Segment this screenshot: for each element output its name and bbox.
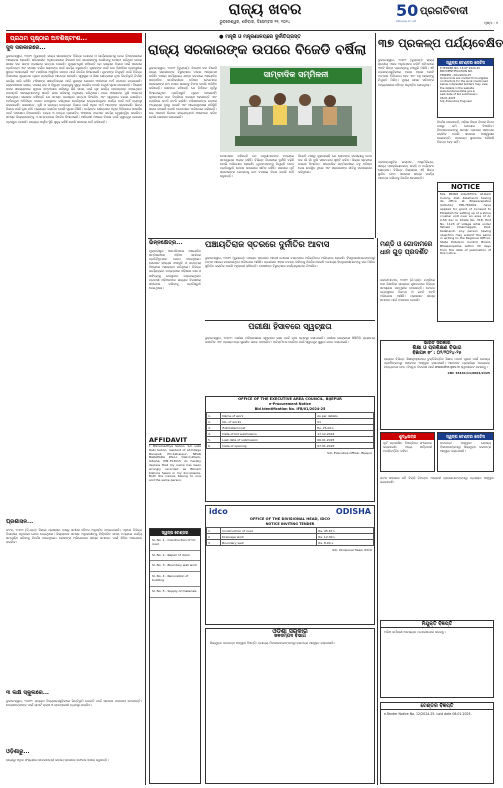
bl-ad-row-cell: 17.12.2024 xyxy=(316,431,374,437)
bl-ad-line1: Bid Identification No. IFB/01/2024-25 xyxy=(254,407,326,411)
mid-hrule xyxy=(148,238,374,239)
paper-name: ପ୍ରଗତିବାଦୀ xyxy=(420,6,469,17)
story2-body: କଟକ, ୨୦ା୧୨ (ନି.ପ୍ର): ଜିଲ୍ଲା ପ୍ରଶାସନ ପକ୍ଷରୁ ସମୀକ୍ଷା ବୈଠକ ଅନୁଷ୍ଠିତ ହୋଇଯାଇଛି। ଏଥିରେ ବିଭିନ୍ନ ବିଭାଗୀୟ ଅଧିକାରୀ ଯୋଗ ଦେଇଥିଲେ। ଜିଲ୍ଲାପାଳ ସମସ୍ତ ଅଧିକାରୀଙ୍କୁ ନିର୍ଦ୍ଧାରିତ ସମୟ ମଧ୍ୟରେ କାର୍ଯ୍ୟ ସମ୍ପୂର୍ଣ୍ଣ କରିବାକୁ ନିର୍ଦ୍ଦେଶ ଦେଇଥିଲେ। ଲୋକଙ୍କ ଅଭିଯୋଗର ଶୀଘ୍ର ସମାଧାନ ପାଇଁ ଶିବିର ଆୟୋଜନ କରାଯିବ। xyxy=(6,528,144,545)
right-small2-title: ଶୁଦ୍ଧିପତ୍ର xyxy=(381,433,434,440)
bl-ad-row xyxy=(207,443,374,449)
right-col2-body: ନିର୍ଦ୍ଦେଶ ଦେଇଛନ୍ତି, ଓଡ଼ିଶା ଶିଳ୍ପ ବିକାଶ ନିଗମ ପକ୍ଷରୁ ଜମି ଯୋଗାଇ ଦିଆଯିବ। ନିବେଶକମାନଙ୍କୁ ସମସ୍ତ ପ୍ରକାର ସହଯୋଗ କରାଯିବ ବୋଲି ସରକାର ଆଶ୍ୱାସନା ଦେଇଛନ୍ତି। ପ୍ରକଳ୍ପ ସ୍ଥାପନରେ କୌଣସି ବିଳମ୍ବ ହେବ ନାହିଁ। xyxy=(437,120,496,145)
idco-table xyxy=(206,527,374,546)
idco-row-cell: Rs. 8.90 L xyxy=(317,540,374,546)
mid-tender-item: Sl. No. 5 - Supply of materials xyxy=(150,587,200,598)
bl-ad-row-cell: Name of work xyxy=(221,413,316,419)
bottom-right-box1 xyxy=(380,620,494,698)
story1-title: ସୁଦ ସରକାରରେ... xyxy=(6,45,46,51)
idco-logo: idco xyxy=(209,507,228,516)
odisha-ad-sub: ଜଳସମ୍ପଦ ବିଭାଗ xyxy=(274,634,306,639)
edu-ad-title1: ଭାରତ ସରକାର xyxy=(423,341,451,346)
masthead-rule xyxy=(6,30,494,31)
tender-box-body: E-TENDER NO. 18 OF 2024-25 BID IDENTIFICATION NO. TENDER - 001/2024-25 Online bids are invited from eligible contractors for the work mentioned below. Interested bidders may view the details in the website www.tendersodisha.gov.in Last date of bid submission: 06.01.2025 Sd/- Executive Engineer xyxy=(440,66,489,103)
tender-box-title: ସ୍ୱଳ୍ପ ଟେଣ୍ଡର ନୋଟିସ xyxy=(438,59,493,66)
bottom-right-body: କଟକ ସହରରେ ଜମି ବିକ୍ରି ନିମନ୍ତେ ଆଗ୍ରହୀ କ୍ରେତାମାନଙ୍କଠାରୁ ପ୍ରସ୍ତାବ ଆହ୍ୱାନ କରାଯାଉଛି। xyxy=(380,476,496,485)
edu-ad-title3: ବିଜ୍ଞାପନ ନଂ : ୦୨/୨୦୨୪-୨୫ xyxy=(412,351,462,356)
bl-ad-row-cell: Date of opening xyxy=(221,443,316,449)
col1-divider xyxy=(145,33,146,785)
br-box1-title: ନିଯୁକ୍ତି ବିଜ୍ଞପ୍ତି xyxy=(381,621,493,628)
bl-ad-row-cell: As per details xyxy=(316,413,374,419)
edu-ad xyxy=(380,340,494,430)
br-box1-body: ଅଭିଜ୍ଞ କର୍ମଚାରୀ ଆବଶ୍ୟକ। ଯୋଗାଯୋଗ କରନ୍ତୁ। xyxy=(384,630,446,634)
affidavit-title: AFFIDAVIT xyxy=(149,436,201,445)
idco-sub: NOTICE INVITING TENDER xyxy=(265,522,315,526)
logo-tag: ଗୌରବମୟ ୫୦ ବର୍ଷ xyxy=(396,20,416,23)
story3-title: ୩ ଲକ୍ଷ ସ୍କୁଲରେ... xyxy=(6,690,50,696)
idco-ad xyxy=(205,505,375,625)
right-news-headline: ମଣ୍ଡି ଓ ଗୋଦାମରେ ଧାନ ଗୁଡ଼ ପ୍ରଦର୍ଶିତ xyxy=(380,240,433,256)
lead-body-right: ବିଜେଡି ପକ୍ଷରୁ କୁହାଯାଇଛି ଯେ ଲୋକଙ୍କ ସମସ୍ୟାକୁ ନେଇ ଦଳ ଗାଁ ଗାଁ ବୁଲି ସଚେତନତା ସୃଷ୍ଟି କରିବ। ଜିଲ୍ଲା ସ୍ତରରେ ଧାରଣା ଦିଆଯିବ। ସାମ୍ବାଦିକ ସମ୍ମିଳନୀରେ ବହୁ ବରିଷ୍ଠ ନେତା ଉପସ୍ଥିତ ଥିଲେ ଏବଂ ସରକାରଙ୍କ ନୀତିକୁ ସମାଲୋଚନା କରିଥିଲେ। xyxy=(298,154,374,175)
bl-ad-row-cell: 06.01.2025 xyxy=(316,437,374,443)
mid-tender-item: Sl. No. 1 - Construction of CC road xyxy=(150,536,200,551)
story4-title: ଓଡ଼ିଶାରୁ... xyxy=(6,749,30,755)
mid-tender-item: Sl. No. 4 - Renovation of building xyxy=(150,572,200,587)
right-divider xyxy=(377,238,378,785)
br-box2-body: e-Tender Notice No. 12/2024-25. Last date 06.01.2025. xyxy=(384,712,472,716)
dharana-body: ଭୁବନେଶ୍ୱର, ୨୦ା୧୨ (ବ୍ୟୁରୋ): ପଞ୍ଚାୟତ ସ୍ତରରେ ଆବାସ ଯୋଜନା ବଣ୍ଟନରେ ଅନିୟମିତତା ଅଭିଯୋଗ ହୋଇଛି। ହିତାଧିକାରୀମାନଙ୍କଠାରୁ ଟଙ୍କା ଆଦାୟ କରାଯାଉଥିବା ଅଭିଯୋଗ ଆସିଛି। ପ୍ରଶାସନ ଏହାର ତଦନ୍ତ କରିବାକୁ ନିର୍ଦ୍ଦେଶ ଦେଇଛି। ଯୋଗ୍ୟ ହିତାଧିକାରୀମାନଙ୍କୁ ଘର ମିଳିବା ସୁନିଶ୍ଚିତ କରାଯିବ ବୋଲି ଅଧିକାରୀ କହିଛନ୍ତି। ଦୋଷୀଙ୍କ ବିରୁଦ୍ଧରେ କାର୍ଯ୍ୟାନୁଷ୍ଠାନ ନିଆଯିବ। xyxy=(205,256,377,269)
mid1-body: ଯୁକ୍ତରାଷ୍ଟ୍ର ଆମେରିକାରେ ଆୟୋଜିତ ସମ୍ମିଳନୀରେ ଓଡ଼ିଆ ସମାଜର ପ୍ରତିନିଧିମାନେ ଯୋଗ ଦେଇଥିଲେ। ସେମାନେ ରାଜ୍ୟର ସଂସ୍କୃତି ଓ ପରମ୍ପରା ବିଷୟରେ ଆଲୋଚନା କରିଥିଲେ। ବିଭିନ୍ନ କାର୍ଯ୍ୟକ୍ରମ ମାଧ୍ୟମରେ ଓଡ଼ିଶାର କଳା ଓ ସାହିତ୍ୟକୁ ଉପସ୍ଥାପନ କରାଯାଇଥିଲା। ପ୍ରବାସୀ ଓଡ଼ିଆମାନେ ରାଜ୍ୟର ବିକାଶରେ ସହଯୋଗ କରିବାକୁ ପ୍ରତିଶ୍ରୁତି ଦେଇଥିଲେ। xyxy=(149,249,203,290)
lead-photo xyxy=(220,66,372,152)
bl-ad-row-cell: No. of works xyxy=(221,419,316,425)
col1-header xyxy=(6,33,142,43)
dateline: ଭୁବନେଶ୍ୱର, ଶନିବାର, ଡିସେମ୍ବର ୨୧, ୨୦୨୪ xyxy=(219,19,291,24)
edu-ad-body: ରାଜ୍ୟର ବିଭିନ୍ନ ଶିକ୍ଷାନୁଷ୍ଠାନରେ ଚୁକ୍ତିଭିତ୍ତିକ ଶିକ୍ଷକ ପଦବୀ ପୂରଣ ପାଇଁ ଯୋଗ୍ୟ ପ୍ରାର୍ଥୀଙ୍କଠାରୁ ଆବେଦନ ଆହ୍ୱାନ କରାଯାଉଛି। ଆବେଦନ ପ୍ରକ୍ରିୟା ଅନଲାଇନ ମାଧ୍ୟମରେ ହେବ। ବିସ୍ତୃତ ବିବରଣୀ ପାଇଁ www.dhe.gov.in ୱେବସାଇଟ ଦେଖନ୍ତୁ। xyxy=(384,357,492,370)
bl-ad-header: OFFICE OF THE EXECUTIVE AREA COUNCIL, BIJEPUR xyxy=(238,397,342,401)
mid-tender-item: Sl. No. 2 - Repair of drain xyxy=(150,551,200,562)
notice-ad xyxy=(437,182,494,322)
idco-row-cell: 3 xyxy=(207,540,221,546)
photo-banner-text: ସାମ୍ବାଦିକ ସମ୍ମିଳନୀ xyxy=(263,70,329,79)
br-box2-title: ଟେଣ୍ଡର ବିଜ୍ଞପ୍ତି xyxy=(381,703,493,710)
odisha-ad-body: ସିଲ୍‌ଯୁକ୍ତ ଦରପତ୍ର ଆହ୍ୱାନ ବିଜ୍ଞପ୍ତି। ଯୋଗ୍ୟ ଠିକାଦାରମାନଙ୍କଠାରୁ ଦରପତ୍ର ଆହ୍ୱାନ କରାଯାଉଛି। xyxy=(210,641,335,645)
story4-body: ରାଜ୍ୟରୁ ଅଧିକ ସଂଖ୍ୟାରେ ଛାତ୍ରଛାତ୍ରୀ ଜାତୀୟ ସ୍ତରରେ ସଫଳତା ହାସଲ କରୁଛନ୍ତି। xyxy=(6,758,109,762)
bl-ad-table xyxy=(206,412,374,449)
lead-headline: ରାଜ୍ୟ ସରକାରଙ୍କ ଉପରେ ବିଜେଡି ବର୍ଷିଲା xyxy=(148,42,367,58)
right-small2-body: ପୂର୍ବ ପ୍ରକାଶିତ ବିଜ୍ଞପ୍ତିରେ ସଂଶୋଧନ କରାଯାଇଛି। ଅନ୍ୟ ସର୍ତ୍ତାବଳୀ ଅପରିବର୍ତ୍ତିତ ରହିବ। xyxy=(383,441,434,454)
page-label: ପୃଷ୍ଠା : ୭ xyxy=(484,21,498,25)
bl-ad-row-cell: 6. xyxy=(207,443,221,449)
lead-body-mid: ନେତାମାନେ କହିଛନ୍ତି ଯେ ମନ୍ତ୍ରୀମାନଙ୍କ ମଧ୍ୟରେ ସମନ୍ୱୟର ଅଭାବ ରହିଛି। ବିଭିନ୍ନ ବିଭାଗରେ ଦୁର୍ନୀତି ବଢ଼ିଛି ବୋଲି ଅଭିଯୋଗ ହୋଇଛି। ଯୁବକମାନଙ୍କୁ ନିଯୁକ୍ତି ଦେବା ପ୍ରତିଶ୍ରୁତି କେବଳ କାଗଜରେ ସୀମିତ ରହିଛି। ସରକାର ପୂର୍ବ ସରକାରଙ୍କ ଯୋଜନାକୁ ନାମ ବଦଳାଇ ନିଜର ବୋଲି ଦାବି କରୁଛନ୍ତି। xyxy=(220,154,296,179)
right-top-body-b: ପ୍ରକଳ୍ପଗୁଡ଼ିକ ଇସ୍ପାତ, ଆଲୁମିନିୟମ, ଖାଦ୍ୟ ପ୍ରକ୍ରିୟାକରଣ, ଶକ୍ତି ଓ ପର୍ଯ୍ୟଟନ କ୍ଷେତ୍ରର। ବିଭିନ୍ନ ଜିଲ୍ଲାରେ ଏହି ଶିଳ୍ପ ସ୍ଥାପିତ ହେବ। ସରକାର ଶୀଘ୍ର କାର୍ଯ୍ୟ ଆରମ୍ଭ କରିବାକୁ ନିର୍ଦ୍ଦେଶ ଦେଇଛନ୍ତି। xyxy=(378,160,436,181)
idco-row xyxy=(207,540,374,546)
tender-box xyxy=(437,58,494,118)
mid-tender xyxy=(149,528,201,784)
bl-ad-sign: Sd/- Executive Officer, Bijepur xyxy=(327,451,372,455)
bottom-left-ad xyxy=(205,396,375,502)
edu-ad-title2: ଶିକ୍ଷା ଓ ପ୍ରଶିକ୍ଷଣ ବିଭାଗ xyxy=(412,345,462,351)
right-top-headline: ୩୭ ପ୍ରକଳ୍ପ ପର୍ଯ୍ୟବେକ୍ଷିତ xyxy=(378,36,503,50)
lead-kicker: ● ମନ୍ତ୍ରି ଓ ମନ୍ତ୍ରଣାଳୟରେ ଦୁର୍ନୀତିଗ୍ରସ୍ତ xyxy=(219,34,301,40)
idco-row-cell: Construction of road xyxy=(221,528,317,534)
story3-body: ଭୁବନେଶ୍ୱର, ୨୦ା୧୨: ରାଜ୍ୟର ବିଦ୍ୟାଳୟଗୁଡ଼ିକରେ ଭିତ୍ତିଭୂମି ଉନ୍ନତି ପାଇଁ ସରକାର ପଦକ୍ଷେପ ନେଇଛନ୍ତି। ଛାତ୍ରଛାତ୍ରୀଙ୍କ ପାଇଁ ସ୍ମାର୍ଟ କ୍ଲାସ ଓ ଲାଇବ୍ରେରୀ ବ୍ୟବସ୍ଥା କରାଯିବ। xyxy=(6,699,144,708)
idco-row-cell: Rs. 45.67 L xyxy=(317,528,374,534)
bl-ad-row-cell: 1. xyxy=(207,413,221,419)
idco-header: OFFICE OF THE DIVISIONAL HEAD, IDCO xyxy=(249,517,331,521)
notice-title: NOTICE xyxy=(438,183,493,192)
col1-heading: ପ୍ରଥମ ପୃଷ୍ଠାର ଅବଶିଷ୍ଟାଂଶ... xyxy=(10,35,88,42)
odisha-logo: ODISHA xyxy=(335,507,371,516)
bl-ad-row-cell: 5. xyxy=(207,437,221,443)
bottom-right-box2 xyxy=(380,702,494,784)
affidavit xyxy=(149,436,201,526)
bl-ad-sub: e-Procurement Notice xyxy=(269,402,311,406)
right-news-body: ଭବାନୀପାଟଣା, ୨୦ା୧୨ (ନି.ପ୍ର): ମଣ୍ଡିରେ ଧାନ କିଣାବିକା ସମୟରେ କୃଷକମାନେ ବିଭିନ୍ନ ସମସ୍ୟାର ସମ୍ମୁଖୀନ ହେଉଛନ୍ତି। ଟୋକନ ବ୍ୟବସ୍ଥାରେ ବିଳମ୍ବ ଓ କଟନି ଛଟନି ଅଭିଯୋଗ ଆସିଛି। ପ୍ରଶାସନ ଶୀଘ୍ର ସମାଧାନ ପାଇଁ ପଦକ୍ଷେପ ନେଉଛି। xyxy=(380,278,437,303)
story2-title: ପ୍ରଶାସନ... xyxy=(6,519,34,525)
swachhata-body: ଭୁବନେଶ୍ୱର, ୨୦ା୧୨: ପରୀକ୍ଷା ପରିଚାଳନାରେ ସ୍ୱଚ୍ଛତା ରକ୍ଷା ପାଇଁ ନୂଆ ବ୍ୟବସ୍ଥା କରାଯାଇଛି। ପରୀକ୍ଷା କେନ୍ଦ୍ରରେ ସିସିଟିଭି କ୍ୟାମେରା ଲଗାଯିବ ଏବଂ ପ୍ରଶ୍ନପତ୍ର ସୁରକ୍ଷିତ ଭାବେ ପହଞ୍ଚାଯିବ। ଅନିୟମିତତା ରୋକିବା ପାଇଁ ସ୍ୱତନ୍ତ୍ର ସ୍କ୍ୱାଡ ଗଠନ କରାଯାଇଛି। xyxy=(205,336,377,345)
right-small-ad-2 xyxy=(380,432,435,472)
anniversary-logo xyxy=(396,2,418,28)
right-top-body-a: ଭୁବନେଶ୍ୱର, ୨୦ା୧୨ (ବ୍ୟୁରୋ): ରାଜ୍ୟ ସ୍ତରୀୟ ଏକକ ଅନୁମୋଦନ କମିଟି ବୈଠକରେ ୩୭ଟି ଶିଳ୍ପ ପ୍ରକଳ୍ପକୁ ମଞ୍ଜୁରି ମିଳିଛି। ଏହି ପ୍ରକଳ୍ପଗୁଡ଼ିକରେ ହଜାର ହଜାର କୋଟି ଟଙ୍କାର ବିନିଯୋଗ ହେବ ଏବଂ ବହୁ ଲୋକଙ୍କୁ ନିଯୁକ୍ତି ମିଳିବ। ମୁଖ୍ୟ ଶାସନ ସଚିବଙ୍କ ଅଧ୍ୟକ୍ଷତାରେ ବୈଠକ ଅନୁଷ୍ଠିତ ହୋଇଥିଲା। xyxy=(378,58,436,87)
right-small1-body: ଦରପତ୍ର ଆହ୍ୱାନ: ଯୋଗ୍ୟ ଠିକାଦାରଙ୍କଠାରୁ ସିଲ୍‌ଯୁକ୍ତ ଦରପତ୍ର ଆହ୍ୱାନ କରାଯାଉଛି। xyxy=(440,441,493,454)
masthead xyxy=(0,0,500,30)
section-title: ରାଜ୍ୟ ଖବର xyxy=(228,0,302,18)
bl-ad-row-cell: Estimated Cost xyxy=(221,425,316,431)
swachhata-headline: ପରୀକ୍ଷା ହିସାବରେ ସ୍ୱଚ୍ଛତା xyxy=(248,322,332,331)
idco-row-cell: Drainage work xyxy=(221,534,317,540)
idco-row-cell: 1 xyxy=(207,528,221,534)
mid-tender-item: Sl. No. 3 - Boundary wall work xyxy=(150,561,200,572)
mid1-title: ଭିନ୍ନକ୍ଷେତ୍ର... xyxy=(149,240,183,246)
affidavit-body: I, Bikramaditya Sahoo, S/o Late Rabi Sahoo, resident of At-Village Barapali, PO-Sahaspur, NEAR BARAPADA PALLI, Dist-Cuttack, Odisha, PIN-753015 do hereby declare that my name has been wrongly recorded as Bikram Kishore Swain in my documents. Both the names belong to one and the same person. xyxy=(149,444,202,483)
idco-row-cell: 2 xyxy=(207,534,221,540)
bl-ad-row-cell: 2. xyxy=(207,419,221,425)
lead-body-left: ଭୁବନେଶ୍ୱର, ୨୦ା୧୨ (ବ୍ୟୁରୋ): ବିରୋଧୀ ଦଳ ବିଜେଡି ରାଜ୍ୟ ସରକାରଙ୍କ ବିରୁଦ୍ଧରେ ତୀବ୍ର ଆକ୍ରମଣ କରିଛି। ଦଳୀୟ କାର୍ଯ୍ୟାଳୟ ଶଙ୍ଖ ଭବନରେ ଆୟୋଜିତ ସାମ୍ବାଦିକ ସମ୍ମିଳନୀରେ ବରିଷ୍ଠ ନେତାମାନେ ସରକାରଙ୍କ ଛଅ ମାସର ଶାସନକୁ ବିଫଳ ବୋଲି ଅଭିହିତ କରିଛନ୍ତି। ସେମାନେ କହିଛନ୍ତି ଯେ ନିର୍ବାଚନ ପୂର୍ବରୁ ଦିଆଯାଇଥିବା ପ୍ରତିଶ୍ରୁତି ପୂରଣ ହୋଇନାହିଁ। କୃଷକମାନେ ଧାନ ବିକ୍ରିରେ ହଇରାଣ ହେଉଛନ୍ତି ଏବଂ ମଣ୍ଡିରେ କଟନି ଛଟନି ଚାଲିଛି। ମହିଳାମାନଙ୍କ ଉପରେ ଅତ୍ୟାଚାର ବୃଦ୍ଧି ପାଇଛି ଏବଂ ଆଇନଶୃଙ୍ଖଳା ପରିସ୍ଥିତି ଖରାପ ହୋଇଛି ବୋଲି ନେତାମାନେ ଅଭିଯୋଗ କରିଛନ୍ତି। ଦଳ ଆଗାମୀ ଦିନରେ ରାଜ୍ୟବ୍ୟାପୀ ଆନ୍ଦୋଳନ କରିବ ବୋଲି ଘୋଷଣା କରାଯାଇଛି। xyxy=(149,66,219,120)
bl-ad-row-cell: Last date of submission xyxy=(221,437,316,443)
bl-ad-row-cell: Date of bid submission xyxy=(221,431,316,437)
bl-ad-row-cell: 01 xyxy=(316,419,374,425)
odisha-ad xyxy=(205,628,375,784)
dharana-headline: ପଞ୍ଚାୟତିରାଜ ସ୍ତରରେ ଦୁର୍ନୀତିର ଆବାସ xyxy=(205,240,330,250)
bl-ad-row-cell: 07.01.2025 xyxy=(316,443,374,449)
bl-ad-row-cell: 3. xyxy=(207,425,221,431)
lead-divider xyxy=(375,33,376,238)
swachhata-rule xyxy=(205,320,375,321)
story1-body: ଭୁବନେଶ୍ୱର, ୨୦ା୧୨ (ବ୍ୟୁରୋ): ରାଜ୍ୟ ସରକାରଙ୍କ ବିଭିନ୍ନ ଯୋଜନା ଓ କାର୍ଯ୍ୟକ୍ରମକୁ ନେଇ ବିଧାନସଭାରେ ଆଲୋଚନା ହୋଇଛି। ଶୀତକାଳୀନ ଅଧିବେଶନରେ ବିରୋଧୀ ଦଳ ସରକାରଙ୍କୁ ଘେରିବାକୁ ଚେଷ୍ଟା କରିଥିବା ବେଳେ ଶାସକ ଦଳ ତାଙ୍କ ପ୍ରଶ୍ନର ଉତ୍ତର ଦେଇଛି। ମୁଖ୍ୟମନ୍ତ୍ରୀ କହିଛନ୍ତି ଯେ ରାଜ୍ୟର ବିକାଶ ପାଇଁ ସରକାର ପ୍ରତିବଦ୍ଧ ଏବଂ ସମସ୍ତ ବର୍ଗର ଲୋକଙ୍କ ପାଇଁ କାର୍ଯ୍ୟ କରୁଛନ୍ତି। କୃଷକଙ୍କ ପାଇଁ ଧାନ କିଣାବିକା ବ୍ୟବସ୍ଥାରେ ସୁଧାର ଅଣାଯାଇଛି ଏବଂ ମଣ୍ଡିରେ ଅସୁବିଧା ନହେବା ପାଇଁ ନିର୍ଦ୍ଦେଶ ଦିଆଯାଇଛି। ଯୁବକଙ୍କ ନିଯୁକ୍ତି ପାଇଁ ବିଭିନ୍ନ ବିଭାଗରେ ଶୂନ୍ୟପଦ ପୂରଣ ପ୍ରକ୍ରିୟା ଆରମ୍ଭ ହୋଇଛି। ସ୍ୱାସ୍ଥ୍ୟ ଓ ଶିକ୍ଷା କ୍ଷେତ୍ରରେ ନୂଆ ଭିତ୍ତିଭୂମି ନିର୍ମାଣ କାର୍ଯ୍ୟ ଜାରି ରହିଛି। ମହିଳାଙ୍କ ସଶକ୍ତିକରଣ ପାଇଁ ସୁଭଦ୍ରା ଯୋଜନା ଅଧୀନରେ ଅର୍ଥ ପ୍ରଦାନ କରାଯାଉଛି। ଗ୍ରାମାଞ୍ଚଳରେ ରାସ୍ତା, ପାନୀୟ ଜଳ ଓ ବିଦ୍ୟୁତ ବ୍ୟବସ୍ଥାକୁ ସୁଦୃଢ଼ କରାଯିବ ବୋଲି ମନ୍ତ୍ରୀ ସୂଚନା ଦେଇଛନ୍ତି। ବିରୋଧୀ ଦଳର ସଦସ୍ୟମାନେ ଗୃହରେ ହଟ୍ଟଗୋଳ କରିବାରୁ କିଛି ସମୟ ପାଇଁ ଗୃହ କାର୍ଯ୍ୟ ବାଧାପ୍ରାପ୍ତ ହୋଇଥିଲା। ବାଚସ୍ପତି ସଦସ୍ୟମାନଙ୍କୁ ଶାନ୍ତି ରକ୍ଷା କରିବାକୁ ଅନୁରୋଧ କରିଥିଲେ। ପରେ ଆଲୋଚନା ପୁଣି ଆରମ୍ଭ ହୋଇଥିଲା। ସରକାର କହିଛନ୍ତି ଯେ ସମସ୍ତ ପ୍ରଶ୍ନର ଉତ୍ତର ଦିଆଯିବ ଏବଂ ସ୍ୱଚ୍ଛତା ବଜାୟ ରଖାଯିବ। ଅର୍ଥମନ୍ତ୍ରୀ ଅତିରିକ୍ତ ବଜେଟ ଉପସ୍ଥାପନ କରିଥିଲେ ଯେଉଁଥିରେ ଉନ୍ନୟନମୂଳକ କାର୍ଯ୍ୟ ପାଇଁ ଅର୍ଥ ବ୍ୟବସ୍ଥା କରାଯାଇଛି। ଜଳସେଚନ, କୃଷି ଓ ଗ୍ରାମ୍ୟ ଉନ୍ନୟନ ବିଭାଗ ପାଇଁ ଅଧିକ ଅର୍ଥ ଆବଣ୍ଟନ କରାଯାଇଛି। ଶିଳ୍ପ ବିକାଶ ପାଇଁ ନୂଆ ନୀତି ପ୍ରଣୟନ କରାଯିବ ବୋଲି ସୂଚନା ମିଳିଛି। ପର୍ଯ୍ୟଟନ କ୍ଷେତ୍ରରେ ଅଧିକ ବିନିଯୋଗ ଆକର୍ଷଣ ପାଇଁ ପଦକ୍ଷେପ ନିଆଯାଉଛି। ବନ୍ୟା ଓ ବାତ୍ୟା ପ୍ରଭାବିତ ଅଞ୍ଚଳରେ ଥଇଥାନ କାର୍ଯ୍ୟ ତ୍ୱରାନ୍ୱିତ କରାଯିବ। ସମସ୍ତ ଜିଲ୍ଲାପାଳଙ୍କୁ ଏ ସମ୍ବନ୍ଧରେ ନିର୍ଦ୍ଦେଶ ଦିଆଯାଇଛି। ଆଦିବାସୀ ଅଞ୍ଚଳର ବିକାଶ ପାଇଁ ସ୍ୱତନ୍ତ୍ର ଯୋଜନା ପ୍ରସ୍ତୁତ ହେଉଛି। ରାଜ୍ୟର ଆର୍ଥିକ ସ୍ଥିତି ସୁଦୃଢ଼ ରହିଛି ବୋଲି ସରକାର ଦାବି କରିଛନ୍ତି। xyxy=(6,54,144,124)
edu-ad-code: CBC 36101/11/0001/2425 xyxy=(447,371,490,376)
notice-body: M/s. PRISM LOGISTICS, At-Ram Colony, Dist. Kalahandi, having its office at Bhawanipatna (Odisha) PIN-766001, have applied for grant of Consent to Establish for setting up of a stone crusher unit over an area of Ac 0.50 dec in Khata No. 318, Plot No. 1123 of village Artal under Tahasil Dharmagarh, Dist. Kalahandi. Any person having objection may submit the same in writing to the Regional Officer, State Pollution Control Board, Bhawanipatna within 30 days from the date of publication of this notice. xyxy=(440,192,492,256)
right-small1-title: ସ୍ୱଳ୍ପ ଟେଣ୍ଡର ନୋଟିସ xyxy=(438,433,493,440)
idco-row-cell: Boundary wall xyxy=(221,540,317,546)
mid-tender-items xyxy=(150,536,200,598)
mid-tender-title: ସ୍ୱଳ୍ପ ଟେଣ୍ଡର xyxy=(150,529,200,536)
idco-row-cell: Rs. 12.30 L xyxy=(317,534,374,540)
right-small-ad-1 xyxy=(437,432,494,472)
odisha-ad-title: ଓଡ଼ିଶା ସରକାର xyxy=(272,628,308,635)
bl-ad-row-cell: Rs. 25.00 L xyxy=(316,425,374,431)
logo-number: 50 xyxy=(396,1,419,20)
bl-ad-row-cell: 4. xyxy=(207,431,221,437)
idco-sign: Sd/- Divisional Head, IDCO xyxy=(332,548,372,552)
